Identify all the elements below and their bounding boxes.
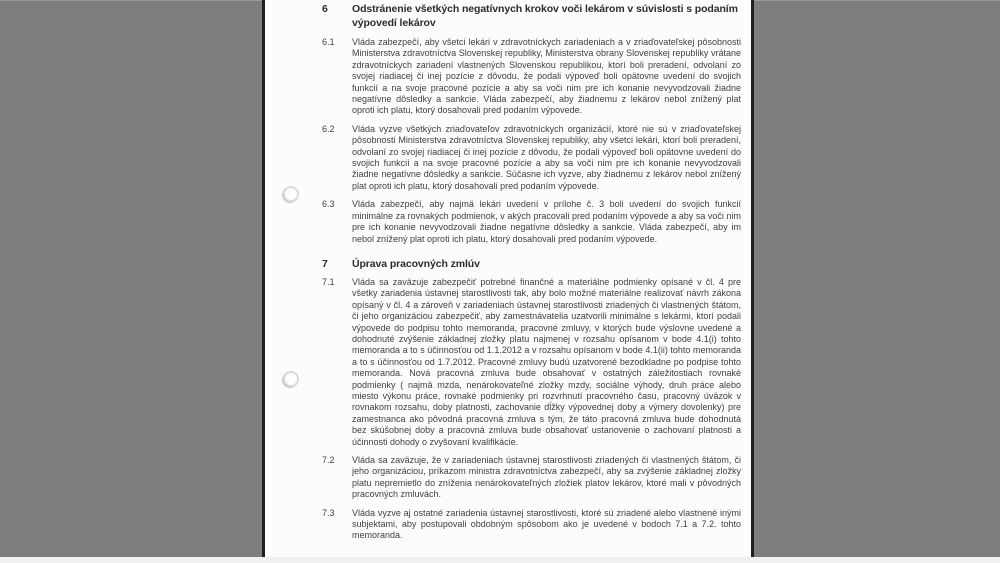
clause-6-2-text: Vláda vyzve všetkých zriaďovateľov zdravotníckych organizácií, ktoré nie sú v zriaďovateľskej pôsobnosti Ministerstva zdravotníctva Slovenskej republiky, aby všetci lekári, ktorí boli preradení, odvolaní zo svojej riadiacej či inej pozície z dôvodu, že podali výpoveď boli opätovne uvedení do svojich funkcií a na svoje pracovné pozície a aby sa voči nim pre ich konanie nevyvodzovali žiadne negatívne dôsledky a sankcie. Súčasne ich vyzve, aby žiadnemu z lekárov nebol znížený plat oproti ich platu, ktorý dosahovali pred podaním výpovede. bbox=[352, 123, 741, 191]
document-content bbox=[265, 0, 751, 542]
clause-6-3-row bbox=[265, 199, 751, 245]
section-6-number: 6 bbox=[322, 3, 328, 15]
section-7-heading-row bbox=[265, 257, 751, 271]
bottom-strip bbox=[0, 557, 1000, 563]
clause-6-2-row bbox=[265, 124, 751, 192]
clause-7-2-number: 7.2 bbox=[322, 455, 335, 465]
clause-7-1-text: Vláda sa zaväzuje zabezpečiť potrebné finančné a materiálne podmienky opísané v čl. 4 pre všetky zariadenia ústavnej starostlivosti tak, aby bolo možné materiálne realizovať návrh zákona opísaný v čl. 4 a zároveň v zariadeniach ústavnej starostlivosti zriadených či vlastnených štátom, či jeho organizáciou zabezpečiť, aby zamestnávatelia uzatvorili minimálne s lekármi, ktorí podali výpovede do podpisu tohto memoranda, pracovné zmluvy, v ktorých bude výslovne uvedené a dohodnuté zvýšenie základnej zložky platu najmenej v rozsahu opísanom v bode 4.1(i) tohto memoranda a to s účinnosťou od 1.1.2012 a v rozsahu opísanom v bode 4.1(ii) tohto memoranda a to s účinnosťou od 1.7.2012. Pracovné zmluvy budú uzatvorené bezodkladne po podpise tohto memoranda. Nová pracovná zmluva bude obsahovať v ostatných záležitostiach rovnaké podmienky ( najmä mzda, nenárokovateľné zložky mzdy, sociálne výhody, druh práce alebo miesto výkonu práce, rovnaké podmienky pri rozvrhnutí pracovného času, pracovný úväzok v rovnakom rozsahu, doby platnosti, zachovanie dĺžky výpovednej doby a výmery dovolenky) pre zamestnanca ako pôvodná pracovná zmluva s tým, že táto pracovná zmluva bude dohodnutá bez skúšobnej doby a pracovná zmluva bude obsahovať ustanovenie o zachovaní platnosti a účinnosti dohody o zvyšovaní kvalifikácie. bbox=[352, 276, 741, 447]
binder-hole-top bbox=[283, 186, 299, 202]
clause-7-1-number: 7.1 bbox=[322, 276, 335, 287]
clause-7-2-text: Vláda sa zaväzuje, že v zariadeniach ústavnej starostlivosti zriadených či vlastnených štátom, či jeho organizáciou, príkazom ministra zdravotníctva zabezpečí, aby sa zvýšenie základnej zložky platu nepremietlo do zníženia nenárokovateľných zložiek platov lekárov, ktoré mali v pôvodných pracovných zmluvách. bbox=[352, 455, 741, 500]
clause-6-3-number: 6.3 bbox=[322, 199, 335, 210]
section-6-heading-row bbox=[265, 2, 751, 30]
clause-6-2-number: 6.2 bbox=[322, 123, 335, 134]
section-6-heading: Odstránenie všetkých negatívnych krokov voči lekárom v súvislosti s podaním výpovedí lekárov bbox=[352, 3, 738, 29]
section-7-number: 7 bbox=[322, 257, 328, 270]
clause-7-1-row bbox=[265, 277, 751, 448]
clause-7-3-text: Vláda vyzve aj ostatné zariadenia ústavnej starostlivosti, ktoré sú zriadené alebo vlastnené inými subjektami, aby postupovali obdobným spôsobom ako je uvedené v bodoch 7.1 a 7.2. tohto memoranda. bbox=[352, 507, 741, 541]
document-page bbox=[262, 0, 754, 557]
clause-7-3-row bbox=[265, 508, 751, 542]
binder-hole-bottom bbox=[283, 371, 299, 387]
clause-6-1-row bbox=[265, 37, 751, 117]
clause-6-1-text: Vláda zabezpečí, aby všetci lekári v zdravotníckych zariadeniach a v zriaďovateľskej pôsobnosti Ministerstva zdravotníctva Slovenskej republiky, Ministerstva obrany Slovenskej republiky vrátane zdravotníckych zariadení vlastnených Slovenskou republikou, ktorí boli preradení, odvolaní zo svojej riadiacej či inej pozície z dôvodu, že podali výpoveď boli opätovne uvedení do svojich funkcií a na svoje pracovné pozície a aby sa voči nim pre ich konanie nevyvodzovali žiadne negatívne dôsledky a sankcie. Vláda zabezpečí, aby žiadnemu z lekárov nebol znížený plat oproti ich platu, ktorý dosahovali pred podaním výpovede. bbox=[352, 37, 741, 116]
clause-6-1-number: 6.1 bbox=[322, 37, 335, 47]
section-7-heading: Úprava pracovných zmlúv bbox=[352, 257, 480, 270]
clause-7-2-row bbox=[265, 455, 751, 501]
clause-6-3-text: Vláda zabezpečí, aby najmä lekári uvedení v prílohe č. 3 boli uvedení do svojich funkcií minimálne za rovnakých podmienok, v akých pracovali pred podaním výpovede a aby sa voči nim pre ich konanie nevyvodzovali žiadne negatívne dôsledky a sankcie. Vláda zabezpečí, aby im nebol znížený plat oproti ich platu, ktorý dosahovali pred podaním výpovede. bbox=[352, 199, 741, 244]
clause-7-3-number: 7.3 bbox=[322, 507, 335, 518]
